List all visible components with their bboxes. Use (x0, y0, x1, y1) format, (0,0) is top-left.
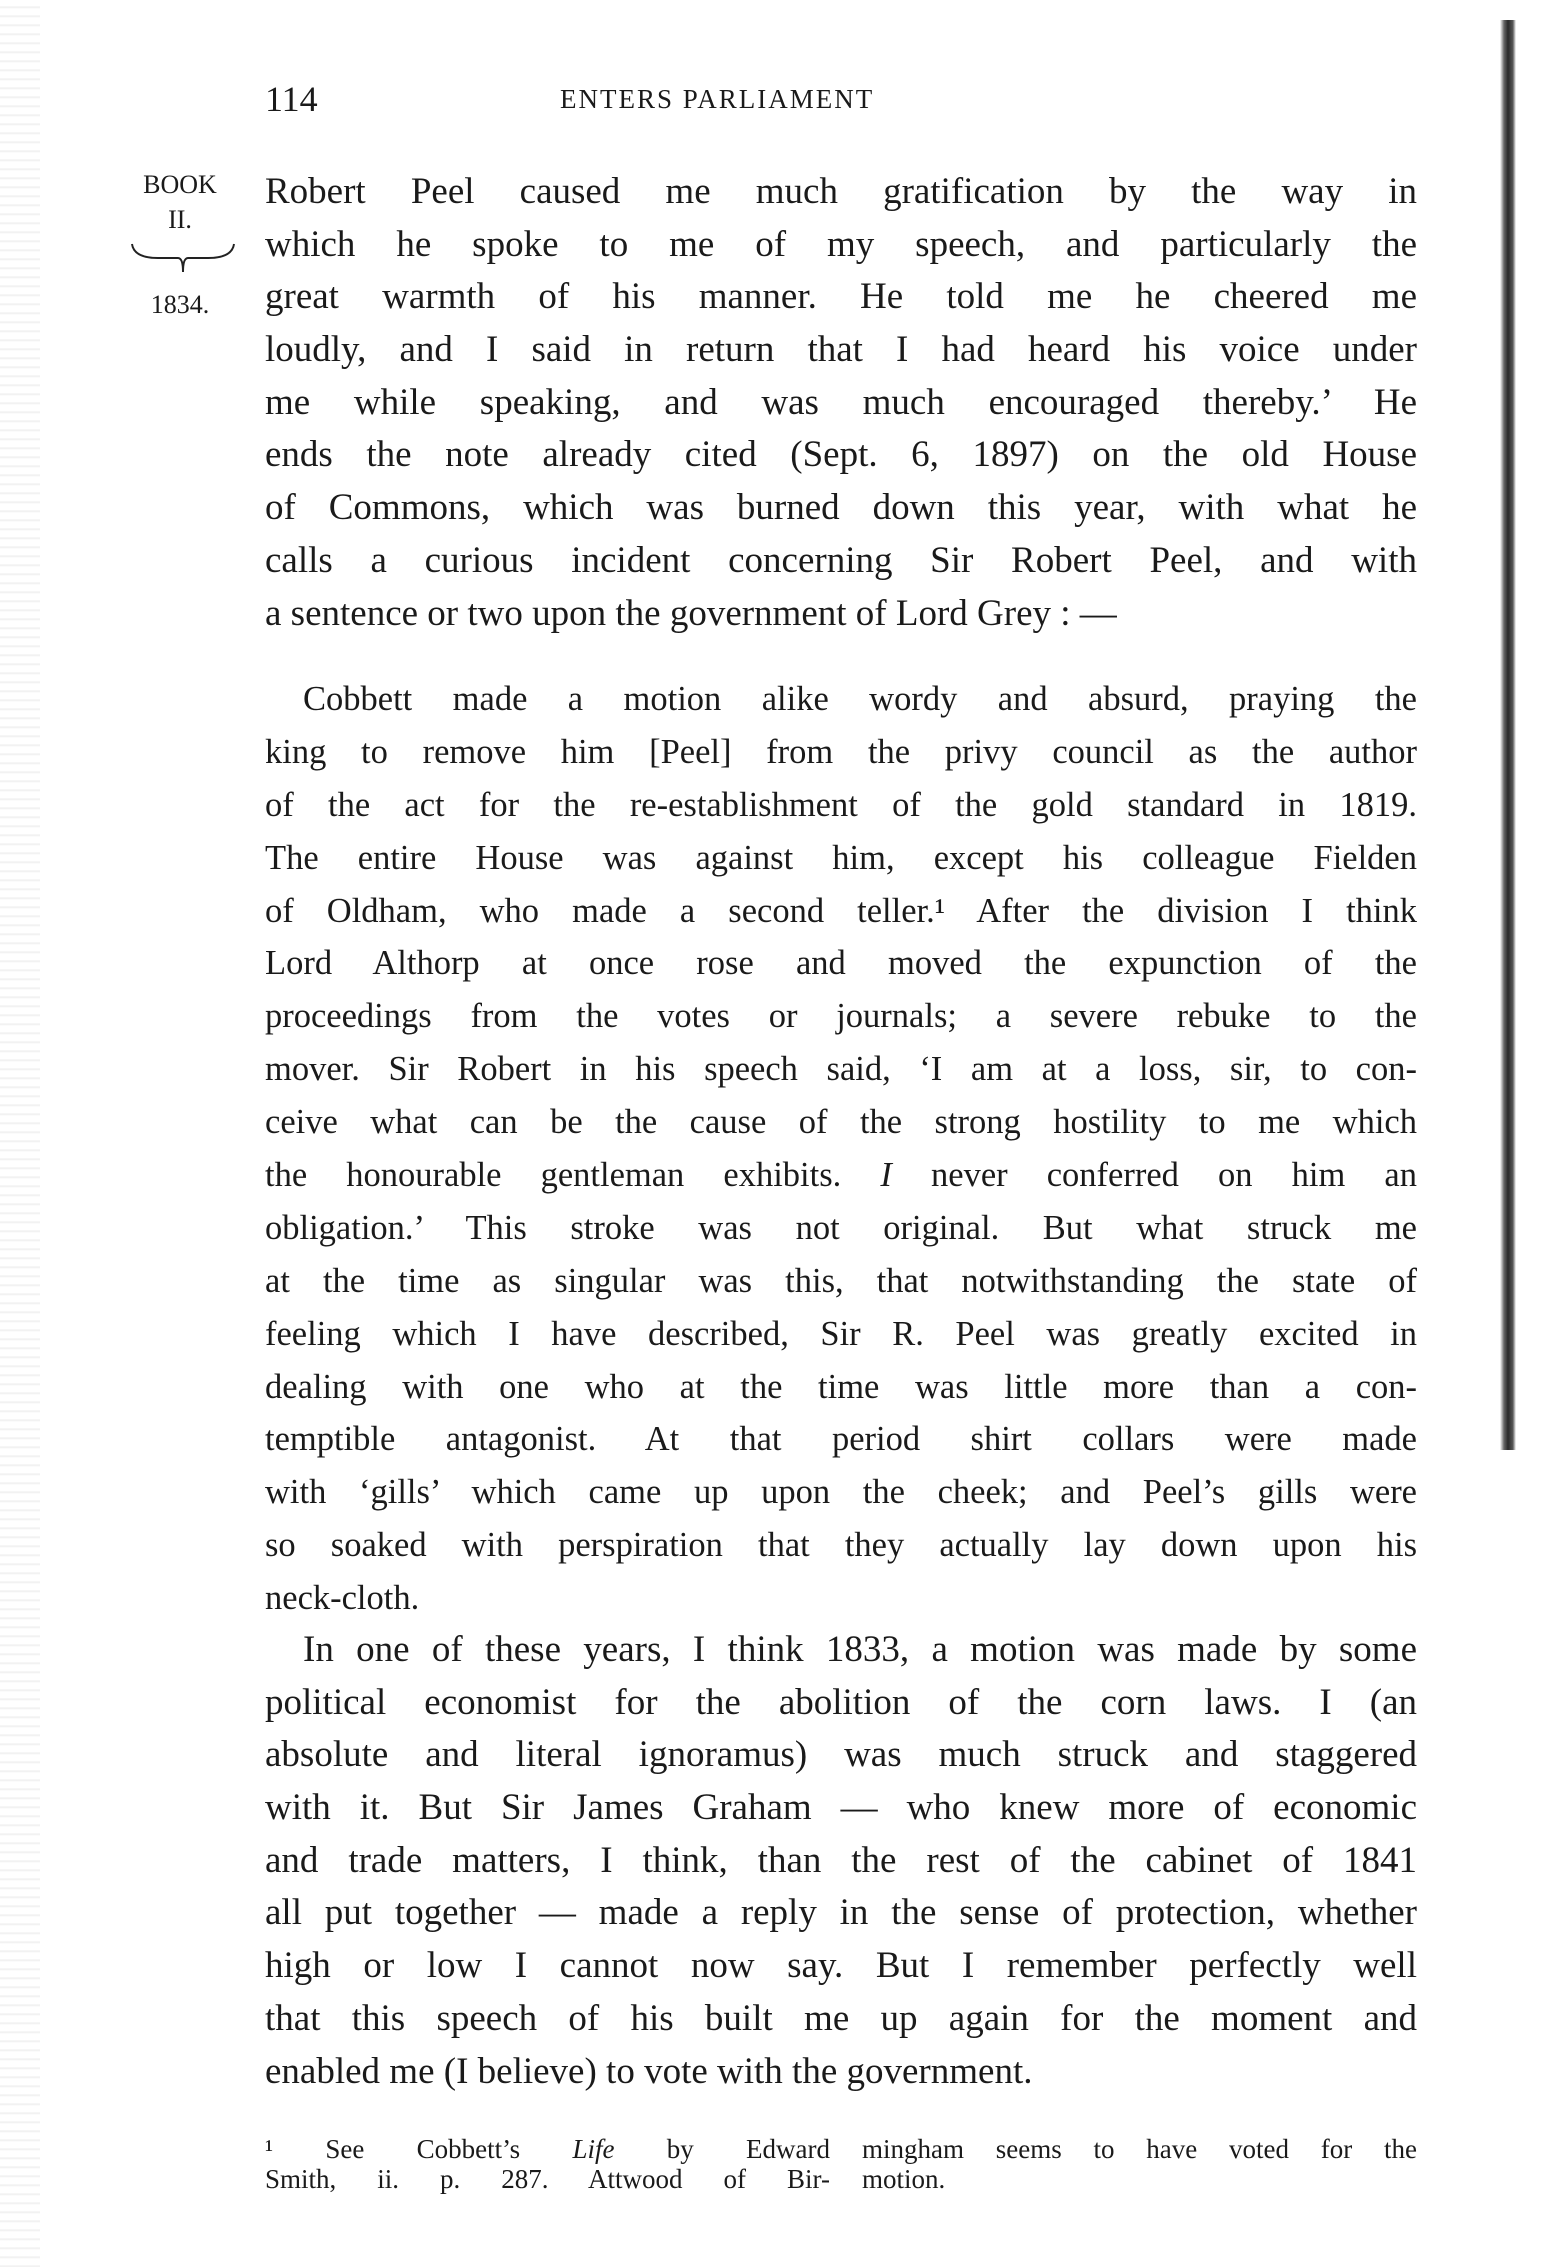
page-number: 114 (265, 79, 318, 119)
text-line: king to remove him [Peel] from the privy council as the author (265, 732, 1417, 771)
margin-book: BOOK (143, 170, 217, 199)
footnote-column-1 (265, 2134, 830, 2194)
text-line: with it. But Sir James Graham — who knew more of economic (265, 1787, 1417, 1829)
text-line: ¹ See Cobbett’s Life by Edward (265, 2134, 830, 2164)
text-line: temptible antagonist. At that period shirt collars were made (265, 1420, 1417, 1459)
text-line: obligation.’ This stroke was not original. But what struck me (265, 1208, 1417, 1247)
block-quote (265, 673, 1417, 1625)
margin-brace (128, 240, 238, 276)
text-line: at the time as singular was this, that notwithstanding the state of (265, 1261, 1417, 1300)
text-line: of the act for the re-establishment of the gold standard in 1819. (265, 785, 1417, 824)
scan-gutter-noise (0, 0, 40, 2267)
text-line: so soaked with perspiration that they actually lay down upon his (265, 1526, 1417, 1565)
text-line: Lord Althorp at once rose and moved the expunction of the (265, 944, 1417, 983)
text-line: a sentence or two upon the government of Lord Grey : — (265, 592, 1117, 634)
text-line: In one of these years, I think 1833, a motion was made by some (303, 1629, 1417, 1670)
text-line: Smith, ii. p. 287. Attwood of Bir- (265, 2164, 830, 2194)
page-edge-shadow (1500, 20, 1516, 1450)
text-line: Robert Peel caused me much gratification by the way in (265, 171, 1417, 212)
text-line: ends the note already cited (Sept. 6, 1897) on the old House (265, 434, 1417, 476)
text-line: dealing with one who at the time was little more than a con- (265, 1367, 1417, 1406)
text-line: ceive what can be the cause of the strong hostility to me which (265, 1103, 1417, 1142)
text-line: and trade matters, I think, than the rest of the cabinet of 1841 (265, 1839, 1417, 1881)
text-line: loudly, and I said in return that I had heard his voice under (265, 329, 1417, 371)
text-line: enabled me (I believe) to vote with the government. (265, 2050, 1033, 2092)
text-line: Cobbett made a motion alike wordy and absurd, praying the (303, 680, 1417, 718)
text-line: absolute and literal ignoramus) was much struck and staggered (265, 1734, 1417, 1776)
text-line: mover. Sir Robert in his speech said, ‘I am at a loss, sir, to con- (265, 1050, 1417, 1089)
text-line: The entire House was against him, except his colleague Fielden (265, 838, 1417, 877)
text-line: of Commons, which was burned down this year, with what he (265, 487, 1417, 529)
text-line: feeling which I have described, Sir R. Peel was greatly excited in (265, 1314, 1417, 1353)
margin-book-number: II. (168, 205, 192, 234)
text-line: me while speaking, and was much encouraged thereby.’ He (265, 381, 1417, 423)
margin-year: 1834. (150, 290, 210, 319)
paragraph-3 (265, 1624, 1417, 2098)
text-line: that this speech of his built me up again for the moment and (265, 1997, 1417, 2039)
text-line: calls a curious incident concerning Sir Robert Peel, and with (265, 539, 1417, 581)
running-head: ENTERS PARLIAMENT (560, 84, 875, 114)
text-line: which he spoke to me of my speech, and particularly the (265, 223, 1417, 265)
text-line: proceedings from the votes or journals; a severe rebuke to the (265, 997, 1417, 1036)
text-line: high or low I cannot now say. But I remember perfectly well (265, 1945, 1417, 1987)
paragraph-1 (265, 166, 1417, 640)
text-line: with ‘gills’ which came up upon the cheek; and Peel’s gills were (265, 1473, 1417, 1512)
text-line: mingham seems to have voted for the (862, 2134, 1417, 2164)
text-line: of Oldham, who made a second teller.¹ After the division I think (265, 891, 1417, 930)
text-line: political economist for the abolition of the corn laws. I (an (265, 1681, 1417, 1723)
text-line: great warmth of his manner. He told me he cheered me (265, 276, 1417, 318)
text-line: motion. (862, 2164, 946, 2194)
text-line: neck-cloth. (265, 1579, 420, 1618)
text-line: the honourable gentleman exhibits. I never conferred on him an (265, 1156, 1417, 1195)
text-line: all put together — made a reply in the sense of protection, whether (265, 1892, 1417, 1934)
footnote-column-2 (862, 2134, 1417, 2194)
